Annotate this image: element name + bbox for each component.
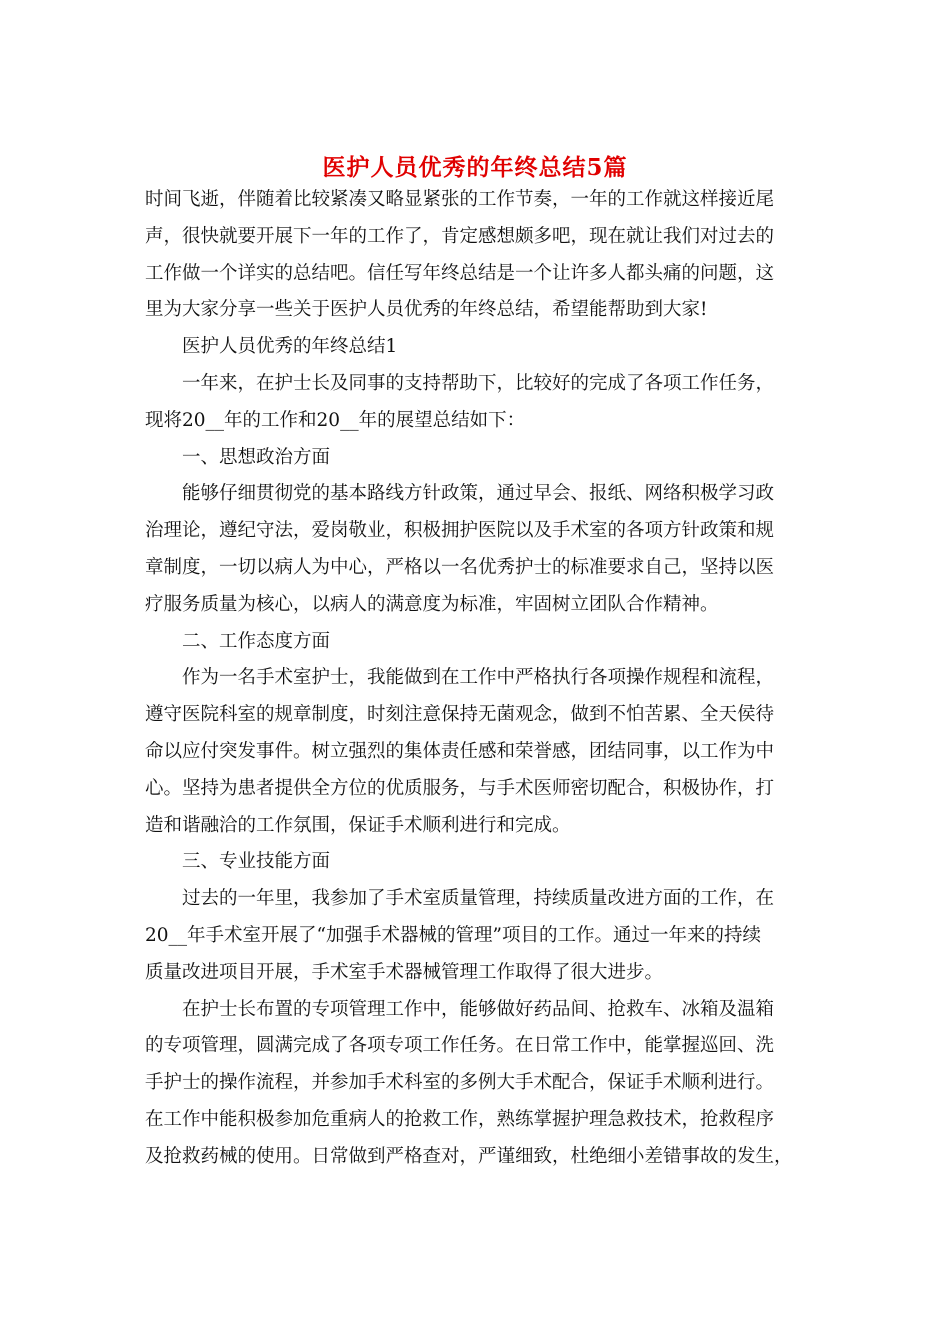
- document-body: [145, 164, 805, 1176]
- section-heading: 一、思想政治方面: [182, 446, 331, 468]
- body-line: 能够仔细贯彻党的基本路线方针政策，通过早会、报纸、网络积极学习政: [182, 483, 775, 505]
- body-line: 在护士长布置的专项管理工作中，能够做好药品间、抢救车、冰箱及温箱: [182, 998, 775, 1020]
- body-line: 章制度，一切以病人为中心，严格以一名优秀护士的标准要求自己，坚持以医: [145, 556, 775, 578]
- body-line: 工作做一个详实的总结吧。信任写年终总结是一个让许多人都头痛的问题，这: [145, 262, 775, 284]
- body-line: 一年来，在护士长及同事的支持帮助下，比较好的完成了各项工作任务，: [182, 372, 775, 394]
- body-line: 20__年手术室开展了“加强手术器械的管理”项目的工作。通过一年来的持续: [145, 924, 761, 946]
- body-line: 过去的一年里，我参加了手术室质量管理，持续质量改进方面的工作，在: [182, 888, 775, 910]
- body-line: 质量改进项目开展，手术室手术器械管理工作取得了很大进步。: [145, 961, 664, 983]
- body-line: 命以应付突发事件。树立强烈的集体责任感和荣誉感，团结同事，以工作为中: [145, 740, 775, 762]
- section-heading: 二、工作态度方面: [182, 630, 331, 652]
- body-line: 遵守医院科室的规章制度，时刻注意保持无菌观念，做到不怕苦累、全天侯待: [145, 704, 775, 726]
- body-line: 手护士的操作流程，并参加手术科室的多例大手术配合，保证手术顺利进行。: [145, 1072, 775, 1094]
- body-line: 及抢救药械的使用。日常做到严格查对，严谨细致，杜绝细小差错事故的发生，: [145, 1145, 793, 1167]
- body-line: 在工作中能积极参加危重病人的抢救工作，熟练掌握护理急救技术，抢救程序: [145, 1108, 775, 1130]
- section-heading: 医护人员优秀的年终总结1: [182, 336, 398, 358]
- body-line: 疗服务质量为核心，以病人的满意度为标准，牢固树立团队合作精神。: [145, 593, 719, 615]
- body-line: 治理论，遵纪守法，爱岗敬业，积极拥护医院以及手术室的各项方针政策和规: [145, 520, 775, 542]
- body-line: 造和谐融洽的工作氛围，保证手术顺利进行和完成。: [145, 814, 571, 836]
- title-spacer: [145, 164, 805, 182]
- body-line: 时间飞逝，伴随着比较紧凑又略显紧张的工作节奏，一年的工作就这样接近尾: [145, 189, 775, 210]
- body-line: 作为一名手术室护士，我能做到在工作中严格执行各项操作规程和流程，: [182, 667, 775, 689]
- body-line: 心。坚持为患者提供全方位的优质服务，与手术医师密切配合，积极协作，打: [145, 777, 775, 799]
- document-title: 医护人员优秀的年终总结5篇: [322, 154, 628, 181]
- body-line: 现将20__年的工作和20__年的展望总结如下：: [145, 409, 526, 431]
- section-heading: 三、专业技能方面: [182, 851, 331, 873]
- body-line: 声，很快就要开展下一年的工作了，肯定感想颇多吧，现在就让我们对过去的: [145, 225, 775, 247]
- body-line: 的专项管理，圆满完成了各项专项工作任务。在日常工作中，能掌握巡回、洗: [145, 1035, 775, 1057]
- body-line: 里为大家分享一些关于医护人员优秀的年终总结，希望能帮助到大家!: [145, 299, 708, 321]
